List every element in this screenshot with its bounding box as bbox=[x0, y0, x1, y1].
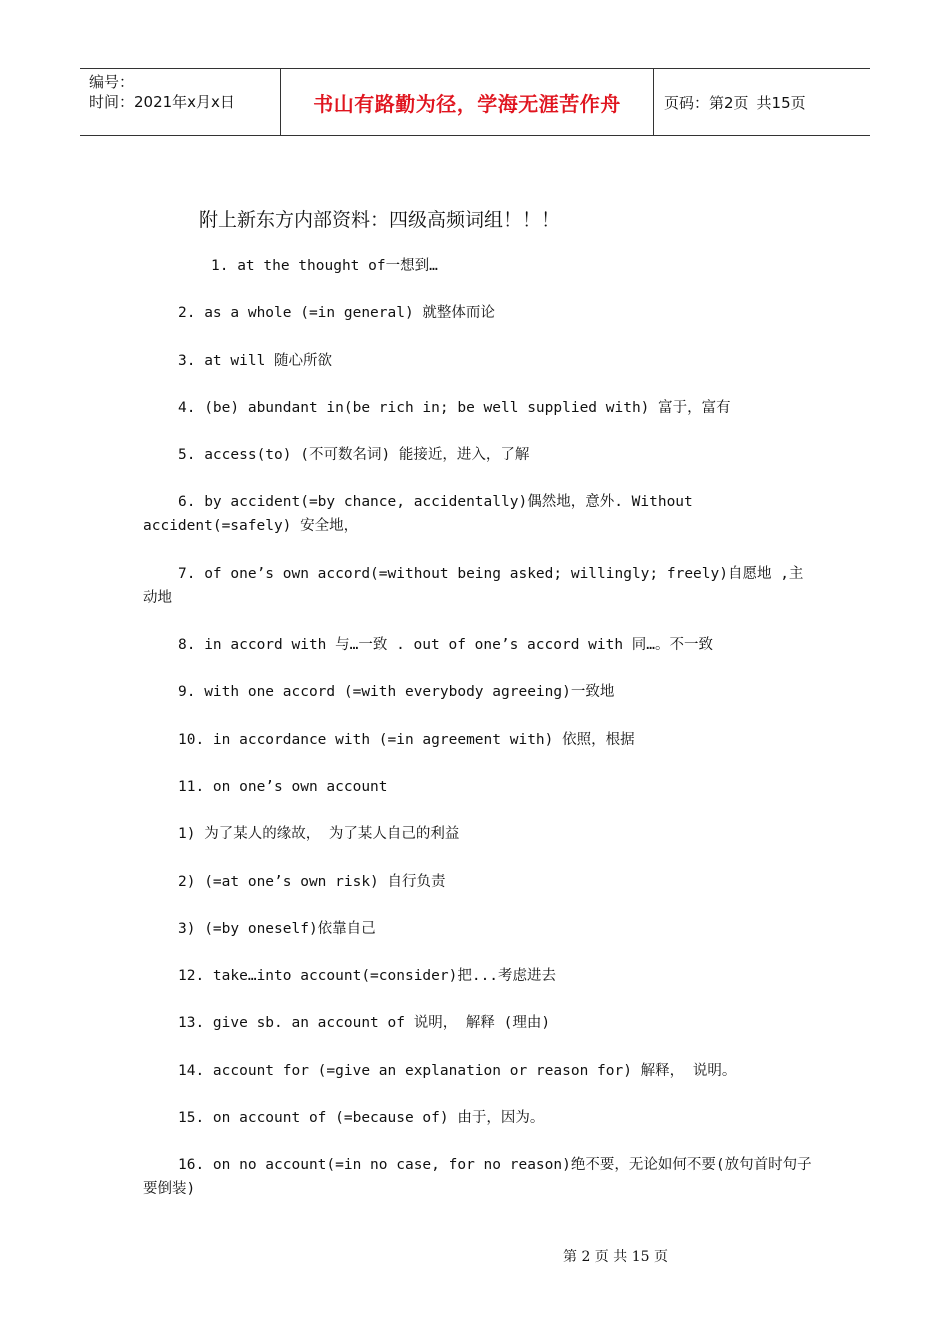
list-item: 8. in accord with 与…一致 . out of one’s accord with 同…。不一致 bbox=[178, 637, 714, 654]
list-item: 2) (=at one’s own risk) 自行负责 bbox=[178, 873, 446, 890]
list-item: 11. on one’s own account bbox=[178, 778, 388, 795]
header-meta bbox=[80, 69, 281, 135]
page-header bbox=[80, 68, 870, 136]
number-label: 编号： bbox=[89, 73, 135, 91]
list-item: 1) 为了某人的缘故， 为了某人自己的利益 bbox=[178, 826, 460, 843]
list-item: 2. as a whole (=in general) 就整体而论 bbox=[178, 305, 495, 322]
total-label: 共15页 bbox=[756, 93, 806, 112]
list-item: 3) (=by oneself)依靠自己 bbox=[178, 920, 376, 937]
list-item: 4. (be) abundant in(be rich in; be well supplied with) 富于，富有 bbox=[178, 399, 731, 416]
list-item: 15. on account of (=because of) 由于，因为。 bbox=[178, 1110, 545, 1127]
page-label: 页码：第2页 bbox=[664, 93, 749, 112]
phrase-list bbox=[143, 254, 813, 1225]
time-label: 时间：2021年x月x日 bbox=[89, 93, 235, 111]
list-item: 10. in accordance with (=in agreement with) 依照，根据 bbox=[178, 731, 635, 748]
document-title: 附上新东方内部资料：四级高频词组！！！ bbox=[199, 209, 561, 231]
list-item: 14. account for (=give an explanation or reason for) 解释， 说明。 bbox=[178, 1062, 737, 1079]
list-item: 3. at will 随心所欲 bbox=[178, 352, 333, 369]
page-footer: 第 2 页 共 15 页 bbox=[563, 1249, 668, 1265]
list-item: 1. at the thought of一想到… bbox=[211, 258, 438, 274]
list-item: 13. give sb. an account of 说明， 解释 (理由) bbox=[178, 1015, 551, 1032]
list-item: 6. by accident(=by chance, accidentally)偶然地，意外. Without accident(=safely) 安全地， bbox=[143, 494, 693, 535]
list-item: 9. with one accord (=with everybody agreeing)一致地 bbox=[178, 684, 615, 701]
list-item: 5. access(to) (不可数名词) 能接近，进入，了解 bbox=[178, 447, 530, 464]
list-item: 7. of one’s own accord(=without being asked; willingly; freely)自愿地 ,主动地 bbox=[143, 565, 804, 606]
list-item: 16. on no account(=in no case, for no reason)绝不要，无论如何不要(放句首时句子要倒装) bbox=[143, 1157, 812, 1198]
header-page-info bbox=[654, 69, 870, 135]
header-motto: 书山有路勤为径，学海无涯苦作舟 bbox=[281, 69, 654, 135]
list-item: 12. take…into account(=consider)把...考虑进去 bbox=[178, 968, 557, 985]
